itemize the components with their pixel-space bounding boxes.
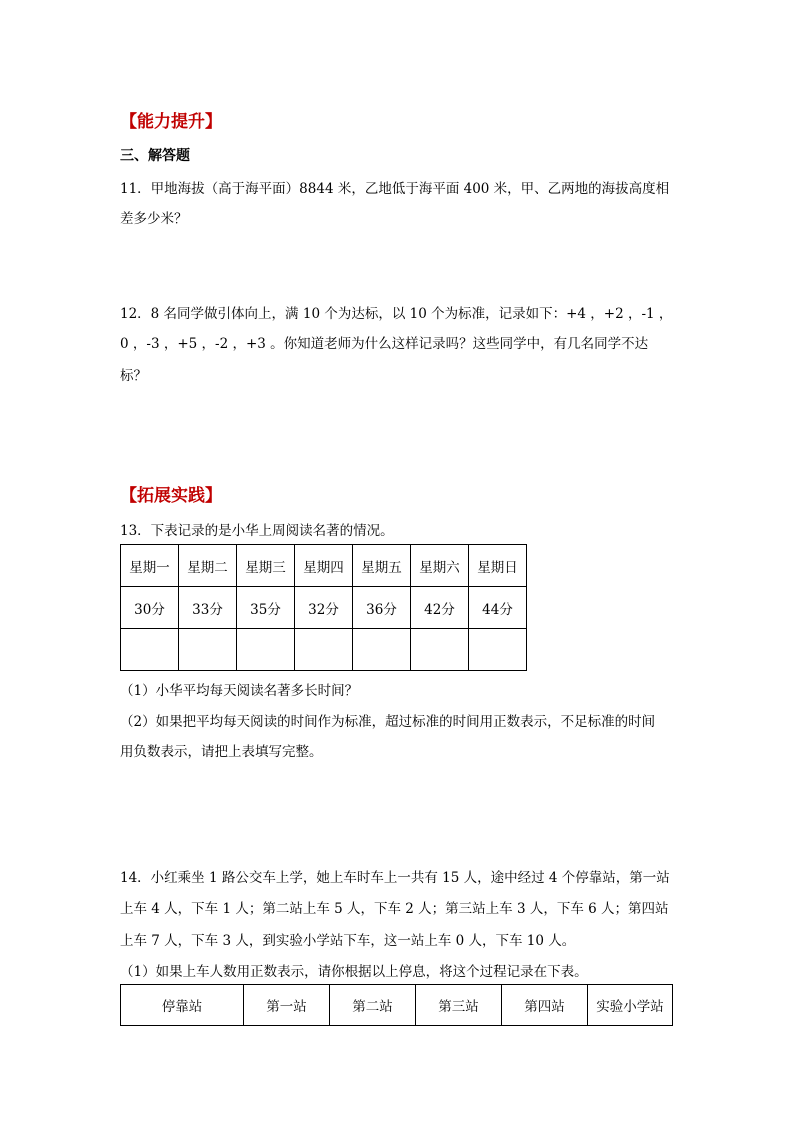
section-heading-ability: 【能力提升】: [120, 112, 222, 132]
table-header-cell: 星期三: [237, 545, 295, 587]
q14-line3: 上车 7 人，下车 3 人，到实验小学站下车，这一站上车 0 人，下车 10 人。: [120, 933, 576, 949]
q13-sub2-line2: 用负数表示，请把上表填写完整。: [120, 744, 323, 760]
bus-stop-table: [120, 984, 673, 1026]
q12-line3: 标？: [120, 368, 147, 384]
q13-sub1: （1）小华平均每天阅读名著多长时间？: [120, 683, 359, 699]
table-header-cell: 星期二: [179, 545, 237, 587]
table-cell: 36分: [353, 587, 411, 629]
section-heading-extension: 【拓展实践】: [120, 486, 222, 506]
table-header-cell: 星期日: [469, 545, 527, 587]
q13-sub2-line1: （2）如果把平均每天阅读的时间作为标准，超过标准的时间用正数表示，不足标准的时间: [120, 714, 656, 730]
table-cell: 44分: [469, 587, 527, 629]
table-header-cell: 星期五: [353, 545, 411, 587]
table-header-cell: 第三站: [416, 985, 502, 1026]
table-header-cell: 第四站: [502, 985, 588, 1026]
q12-line2: 0 ，-3 ，+5 ，-2 ，+3 。你知道老师为什么这样记录吗？这些同学中，有几名同学不达: [120, 336, 649, 352]
table-row: [121, 985, 673, 1026]
q14-line1: 14．小红乘坐 1 路公交车上学，她上车时车上一共有 15 人，途中经过 4 个停靠站，第一站: [120, 870, 670, 886]
blank-answer-cell[interactable]: [411, 629, 469, 671]
table-cell: 32分: [295, 587, 353, 629]
table-header-cell: 第一站: [244, 985, 330, 1026]
table-header-cell: 第二站: [330, 985, 416, 1026]
table-header-cell: 停靠站: [121, 985, 244, 1026]
q11-line2: 差多少米？: [120, 211, 188, 227]
blank-answer-cell[interactable]: [295, 629, 353, 671]
table-header-cell: 星期一: [121, 545, 179, 587]
q12-line1: 12．8 名同学做引体向上，满 10 个为达标，以 10 个为标准，记录如下：+4 ，+2 ，-1 ，: [120, 306, 673, 322]
blank-answer-cell[interactable]: [237, 629, 295, 671]
part-heading: 三、解答题: [120, 148, 190, 164]
blank-answer-cell[interactable]: [179, 629, 237, 671]
blank-answer-cell[interactable]: [469, 629, 527, 671]
table-header-cell: 星期六: [411, 545, 469, 587]
table-header-cell: 星期四: [295, 545, 353, 587]
table-cell: 35分: [237, 587, 295, 629]
q14-line2: 上车 4 人，下车 1 人；第二站上车 5 人，下车 2 人；第三站上车 3 人，下车 6 人；第四站: [120, 901, 669, 917]
blank-answer-cell[interactable]: [121, 629, 179, 671]
reading-table: [120, 544, 527, 671]
q14-sub1: （1）如果上车人数用正数表示，请你根据以上停息，将这个过程记录在下表。: [120, 964, 588, 980]
table-row: [121, 545, 527, 587]
table-row: [121, 629, 527, 671]
blank-answer-cell[interactable]: [353, 629, 411, 671]
table-cell: 42分: [411, 587, 469, 629]
table-cell: 30分: [121, 587, 179, 629]
table-row: [121, 587, 527, 629]
q11-line1: 11．甲地海拔（高于海平面）8844 米，乙地低于海平面 400 米，甲、乙两地的海拔高度相: [120, 181, 670, 197]
table-header-cell: 实验小学站: [588, 985, 673, 1026]
table-cell: 33分: [179, 587, 237, 629]
q13-intro: 13．下表记录的是小华上周阅读名著的情况。: [120, 523, 394, 539]
